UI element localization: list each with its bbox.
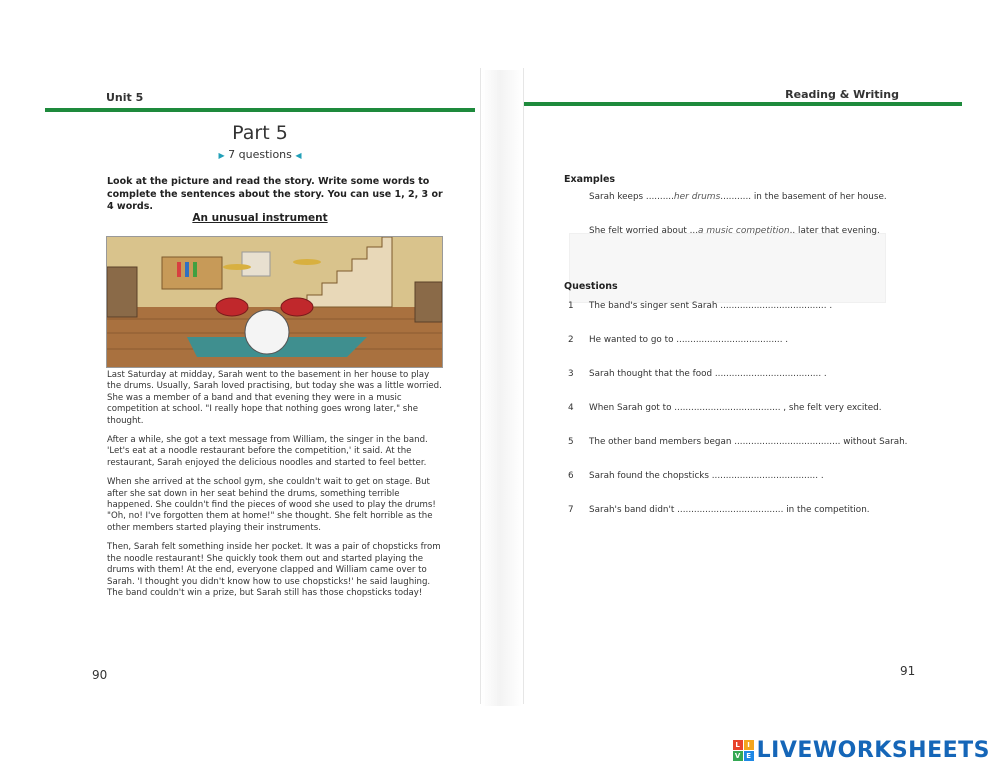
story-text (107, 370, 445, 607)
question-number: 4 (568, 403, 574, 413)
part-subtitle (40, 148, 480, 161)
examples-heading: Examples (564, 174, 616, 185)
question-7-text[interactable]: Sarah's band didn't ...................................... in the competition. (589, 505, 870, 515)
right-page (524, 68, 964, 704)
story-paragraph: After a while, she got a text message from William, the singer in the band. 'Let's eat at a noodle restaurant before the competition,' it said. At the restaurant, Sarah enjoyed the delicious noodles and started to feel better. (107, 435, 428, 468)
unit-label: Unit 5 (106, 91, 144, 104)
triangle-left-icon: ◀ (295, 151, 302, 160)
questions-heading: Questions (564, 281, 618, 292)
question-number: 5 (568, 437, 574, 447)
story-paragraph: When she arrived at the school gym, she couldn't wait to get on stage. But after she sat down in her seat behind the drums, something terrible happened. She couldn't find the pieces of wood she used to play the drums! "Oh, no! I've forgotten them at home!" she thought. She felt horrible as the other members started playing their instruments. (107, 477, 436, 533)
green-rule (524, 102, 962, 106)
basement-drums-image (107, 237, 442, 367)
left-page (40, 68, 480, 704)
question-3-text[interactable]: Sarah thought that the food ...................................... . (589, 369, 827, 379)
green-rule (45, 108, 475, 112)
question-number: 7 (568, 505, 574, 515)
question-number: 2 (568, 335, 574, 345)
question-1-text[interactable]: The band's singer sent Sarah ...................................... . (589, 301, 833, 311)
question-number: 6 (568, 471, 574, 481)
story-paragraph: Last Saturday at midday, Sarah went to the basement in her house to play the drums. Usually, Sarah loved practising, but today she was a little worried. She was a member of a band and that evening they were in a music competition at school. "I really hope that nothing goes wrong later," she thought. (107, 370, 442, 426)
page-number-right: 91 (900, 664, 916, 678)
question-6-text[interactable]: Sarah found the chopsticks ...................................... . (589, 471, 824, 481)
question-5-text[interactable]: The other band members began ...................................... without Sarah. (589, 437, 908, 447)
question-number: 1 (568, 301, 574, 311)
story-paragraph: Then, Sarah felt something inside her pocket. It was a pair of chopsticks from the noodle restaurant! She quickly took them out and started playing the drums with them! At the end, everyone clapped and William came over to Sarah. 'I thought you didn't know how to use chopsticks!' he said laughing. The band couldn't win a prize, but Sarah still has those chopsticks today! (107, 542, 441, 598)
story-title: An unusual instrument (192, 212, 328, 224)
example-2: She felt worried about ...a music competition.. later that evening. (589, 226, 880, 236)
page-number-left: 90 (92, 668, 108, 682)
book-gutter (482, 70, 522, 706)
logo-mark-icon: L I V E (733, 740, 754, 761)
faint-background-box (569, 233, 886, 303)
triangle-right-icon: ▶ (218, 151, 225, 160)
example-1: Sarah keeps ..........her drums........... in the basement of her house. (589, 192, 887, 202)
part-subtitle-text: 7 questions (228, 148, 292, 161)
liveworksheets-logo (733, 736, 990, 764)
instructions: Look at the picture and read the story. Write some words to complete the sentences about the story. You can use 1, 2, 3 or 4 words. (107, 176, 443, 212)
example-2-answer: a music competition (698, 226, 790, 236)
example-1-answer: her drums (673, 192, 721, 202)
question-2-text[interactable]: He wanted to go to ...................................... . (589, 335, 789, 345)
logo-text: LIVEWORKSHEETS (756, 737, 990, 763)
question-number: 3 (568, 369, 574, 379)
question-4-text[interactable]: When Sarah got to ...................................... , she felt very excited. (589, 403, 882, 413)
section-header: Reading & Writing (785, 88, 899, 101)
part-title: Part 5 (232, 122, 288, 144)
story-illustration (106, 236, 443, 368)
